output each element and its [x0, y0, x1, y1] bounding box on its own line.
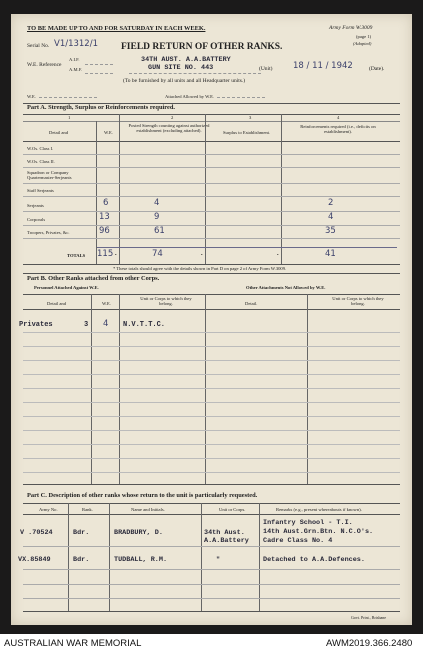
- totals-reinforcements: 41: [325, 249, 336, 259]
- unit-name-line-1: 34TH AUST. A.A.BATTERY: [141, 56, 231, 64]
- col-number-4: 4: [337, 115, 340, 120]
- serial-value: V1/1312/1: [54, 39, 98, 49]
- return-date: 18 / 11 / 1942: [293, 61, 353, 71]
- page-indicator: (page 1): [356, 34, 372, 39]
- date-label: (Date).: [369, 66, 385, 72]
- col-header-posted: Posted Strength counting against authorized establishment (excluding attached).: [128, 123, 210, 134]
- attached-privates-count: 4: [103, 319, 109, 329]
- printer-imprint: Govt. Print., Brisbane: [351, 615, 386, 620]
- unit-name-line-2: GUN SITE NO. 443: [148, 64, 214, 72]
- form-sheet: [11, 14, 412, 625]
- archive-reference: AWM2019.366.2480: [326, 638, 413, 649]
- part-b-col-detail-2: Detail.: [245, 301, 258, 306]
- attached-privates-unit: N.V.T.T.C.: [123, 321, 166, 329]
- return-row-1-army-no: V .70524: [20, 529, 53, 537]
- part-b-heading: Part B. Other Ranks attached from other Corps.: [27, 275, 160, 282]
- return-row-1-remarks-line-3: Cadre Class No. 4: [263, 537, 333, 545]
- return-row-1-remarks-line-1: Infantry School - T.I.: [263, 519, 353, 527]
- col-number-2: 2: [171, 115, 174, 120]
- row-label-wo-class-2: W.Os. Class II.: [27, 159, 55, 164]
- corporals-we: 13: [99, 212, 110, 222]
- totals-asterisk-1: •: [115, 252, 117, 257]
- instruction-text: TO BE MADE UP TO AND FOR SATURDAY IN EACH WEEK.: [27, 25, 206, 32]
- troopers-reinforcements: 35: [325, 226, 336, 236]
- return-row-2-name: TUDBALL, R.M.: [114, 556, 168, 564]
- return-row-2-rank: Bdr.: [73, 556, 90, 564]
- totals-asterisk-2: •: [201, 252, 203, 257]
- totals-asterisk-3: •: [277, 252, 279, 257]
- return-row-1-unit-line-1: 34th Aust.: [204, 529, 245, 537]
- furnished-note: (To be furnished by all units and all Headquarter units.): [123, 78, 246, 84]
- form-reference: Army Form W.3009: [329, 25, 373, 31]
- archive-footer: [0, 634, 423, 653]
- row-label-corporals: Corporals: [27, 217, 46, 222]
- archive-source: AUSTRALIAN WAR MEMORIAL: [4, 638, 142, 649]
- attached-allowed-label: Attached Allowed by W.E.: [165, 94, 215, 99]
- return-row-2-unit: ": [216, 556, 221, 564]
- totals-posted: 74: [152, 249, 163, 259]
- totals-label: TOTALS: [67, 253, 86, 258]
- return-row-2-remarks: Detached to A.A.Defences.: [263, 556, 365, 564]
- troopers-we: 96: [99, 226, 110, 236]
- part-b-col-unit-2: Unit or Corps to which they belong.: [332, 296, 384, 307]
- col-header-we: W.E.: [104, 130, 114, 135]
- return-row-1-name: BRADBURY, D.: [114, 529, 163, 537]
- serjeants-we: 6: [103, 198, 109, 208]
- totals-footnote: * These totals should agree with the details shown in Part D on page 2 of Army Form W.3009.: [113, 266, 287, 271]
- return-row-1-rank: Bdr.: [73, 529, 90, 537]
- we-label: W.E.: [27, 94, 37, 99]
- serjeants-reinforcements: 2: [328, 198, 334, 208]
- col-header-reinforcements: Reinforcements required (i.e., deficits on establishment).: [300, 124, 376, 135]
- part-c-col-name: Name and Initials.: [131, 507, 165, 512]
- corporals-reinforcements: 4: [328, 212, 334, 222]
- row-label-cqms: Squadron or Company Quartermaster-Serjeants: [27, 170, 72, 181]
- part-a-heading: Part A. Strength, Surplus or Reinforcements required.: [27, 104, 175, 111]
- part-b-col-unit: Unit or Corps to which they belong.: [140, 296, 192, 307]
- row-label-serjeants: Serjeants: [27, 203, 44, 208]
- row-label-wo-class-1: W.Os. Class I.: [27, 146, 54, 151]
- part-c-heading: Part C. Description of other ranks whose return to the unit is particularly requested.: [27, 492, 258, 499]
- adapted-note: (Adapted): [353, 41, 372, 46]
- aif-label: A.I.F.: [69, 57, 80, 62]
- attached-privates-we: 3: [84, 321, 89, 329]
- return-row-2-army-no: VX.85849: [18, 556, 51, 564]
- serjeants-posted: 4: [154, 198, 160, 208]
- col-number-3: 3: [249, 115, 252, 120]
- form-title: FIELD RETURN OF OTHER RANKS.: [121, 42, 283, 52]
- amf-label: A.M.F.: [69, 67, 83, 72]
- part-b-col-detail: Detail and: [47, 301, 67, 306]
- troopers-posted: 61: [154, 226, 165, 236]
- col-number-1: 1: [68, 115, 71, 120]
- return-row-1-unit-line-2: A.A.Battery: [204, 537, 249, 545]
- part-c-col-rank: Rank.: [82, 507, 93, 512]
- col-header-surplus: Surplus to Establishment.: [223, 130, 271, 135]
- attached-privates-label: Privates: [19, 321, 53, 329]
- row-label-troopers: Troopers, Privates, &c.: [27, 230, 70, 235]
- we-reference-label: W.E. Reference: [27, 62, 62, 68]
- part-c-col-army-no: Army No.: [39, 507, 58, 512]
- col-header-detail: Detail and: [49, 130, 69, 135]
- part-c-col-unit: Unit or Corps.: [219, 507, 246, 512]
- totals-we: 115: [97, 249, 114, 259]
- serial-label: Serial No.: [27, 43, 50, 49]
- part-b-attached-against-we: Personnel Attached Against W.E.: [34, 285, 99, 290]
- part-c-col-remarks: Remarks (e.g., present whereabouts if known).: [276, 507, 362, 512]
- part-b-col-we: W.E.: [102, 301, 112, 306]
- corporals-posted: 9: [154, 212, 160, 222]
- unit-label: (Unit): [259, 66, 273, 72]
- row-label-staff-serjeants: Staff Serjeants: [27, 188, 54, 193]
- return-row-1-remarks-line-2: 14th Aust.Grn.Btn. N.C.O's.: [263, 528, 374, 536]
- part-b-other-attachments: Other Attachments Not Allowed by W.E.: [246, 285, 326, 290]
